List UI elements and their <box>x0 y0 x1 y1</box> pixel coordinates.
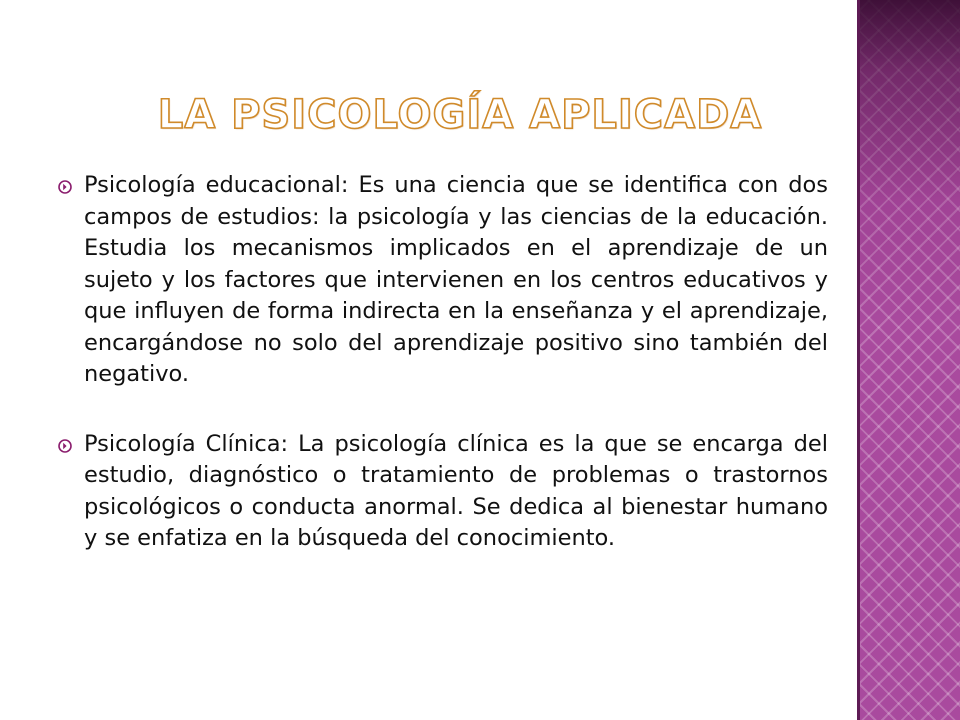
bullet-item <box>58 170 828 391</box>
bullet-item <box>58 429 828 555</box>
bullet-list <box>58 170 828 593</box>
bullet-text-educacional: Psicología educacional: Es una ciencia que se identifica con dos campos de estudios: la psicología y las ciencias de la educación. Estudia los mecanismos implicados en el aprendizaje de un sujeto y los factores que intervienen en los centros educativos y que influyen de forma indirecta en la enseñanza y el aprendizaje, encargándose no solo del aprendizaje positivo sino también del negativo. <box>84 172 828 387</box>
circle-arrow-icon <box>58 180 84 194</box>
decorative-side-band <box>857 0 960 720</box>
circle-arrow-icon <box>58 439 84 453</box>
bullet-text-clinica: Psicología Clínica: La psicología clínica es la que se encarga del estudio, diagnóstico o tratamiento de problemas o trastornos psicológicos o conducta anormal. Se dedica al bienestar humano y se enfatiza en la búsqueda del conocimiento. <box>84 430 828 551</box>
slide-title: LA PSICOLOGÍA APLICADA <box>157 92 763 138</box>
side-band-edge <box>857 0 860 720</box>
